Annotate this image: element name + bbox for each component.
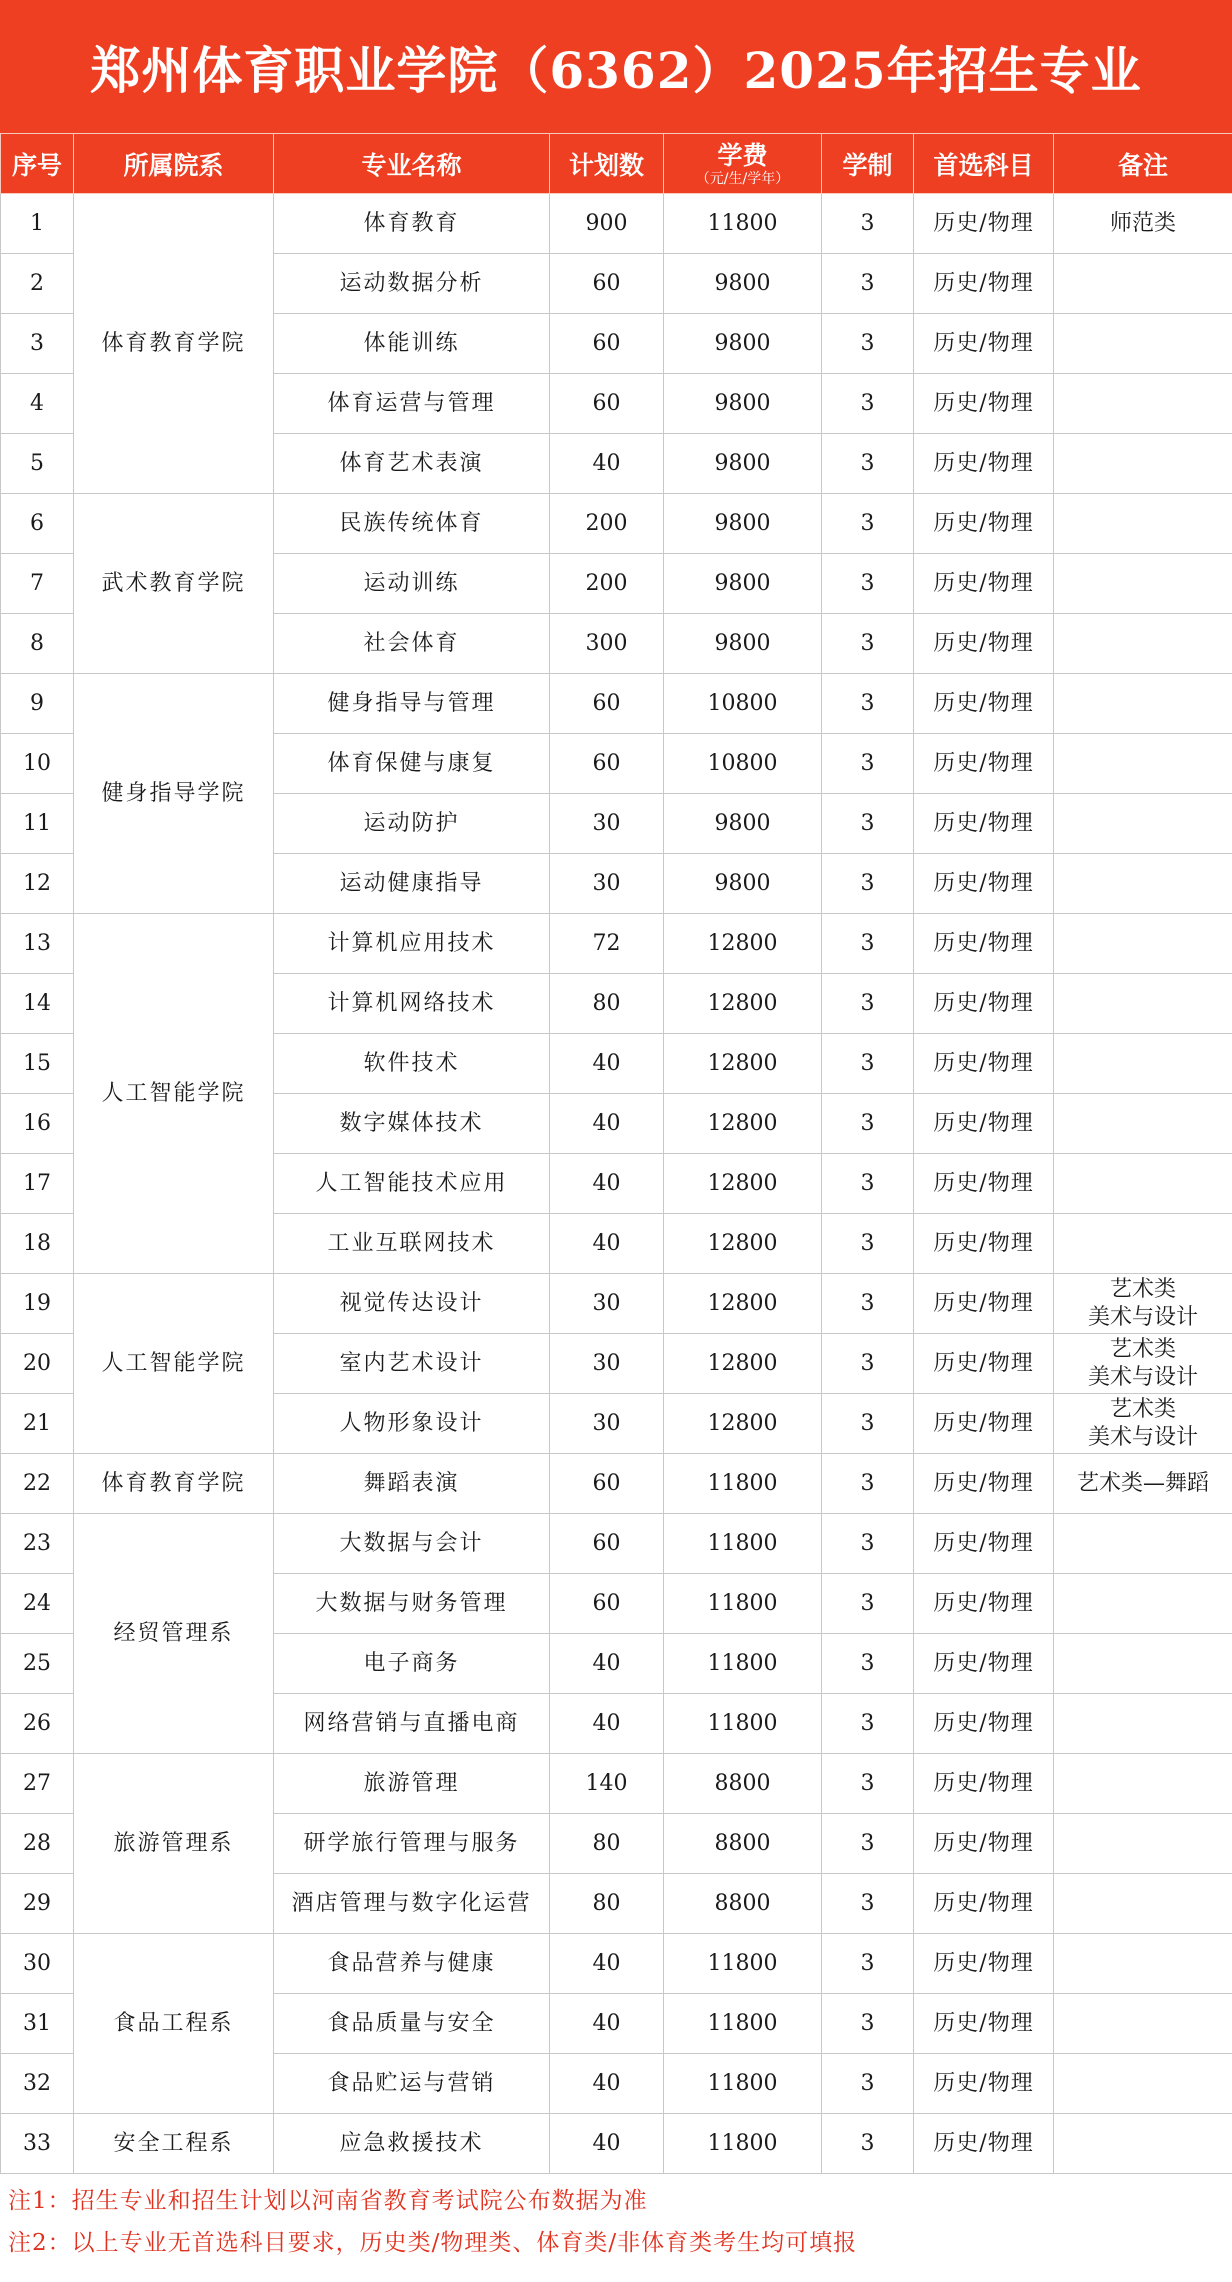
cell-major: 体育艺术表演 (274, 434, 550, 494)
cell-remark (1054, 1094, 1232, 1154)
cell-subject: 历史/物理 (914, 1694, 1054, 1754)
table-row (1, 2114, 1232, 2174)
cell-subject: 历史/物理 (914, 1094, 1054, 1154)
cell-seq: 7 (1, 554, 74, 614)
header-fee-unit: （元/生/学年） (695, 170, 790, 187)
cell-seq: 5 (1, 434, 74, 494)
cell-seq: 19 (1, 1274, 74, 1334)
cell-subject: 历史/物理 (914, 1394, 1054, 1454)
cell-seq: 14 (1, 974, 74, 1034)
cell-subject: 历史/物理 (914, 734, 1054, 794)
cell-fee: 11800 (664, 2054, 822, 2114)
table-row (1, 194, 1232, 254)
header-remark: 备注 (1054, 134, 1232, 194)
cell-plan: 40 (550, 1214, 664, 1274)
cell-plan: 60 (550, 734, 664, 794)
cell-fee: 12800 (664, 914, 822, 974)
header-dept: 所属院系 (74, 134, 274, 194)
cell-major: 大数据与财务管理 (274, 1574, 550, 1634)
cell-seq: 24 (1, 1574, 74, 1634)
cell-fee: 11800 (664, 1934, 822, 1994)
cell-years: 3 (822, 1154, 914, 1214)
cell-seq: 23 (1, 1514, 74, 1574)
cell-seq: 18 (1, 1214, 74, 1274)
cell-seq: 29 (1, 1874, 74, 1934)
cell-seq: 22 (1, 1454, 74, 1514)
cell-major: 大数据与会计 (274, 1514, 550, 1574)
cell-major: 视觉传达设计 (274, 1274, 550, 1334)
cell-major: 健身指导与管理 (274, 674, 550, 734)
cell-subject: 历史/物理 (914, 974, 1054, 1034)
cell-dept: 经贸管理系 (74, 1514, 274, 1754)
cell-seq: 13 (1, 914, 74, 974)
cell-years: 3 (822, 1814, 914, 1874)
cell-plan: 60 (550, 314, 664, 374)
cell-plan: 900 (550, 194, 664, 254)
cell-years: 3 (822, 1754, 914, 1814)
cell-years: 3 (822, 854, 914, 914)
cell-fee: 11800 (664, 1574, 822, 1634)
cell-major: 酒店管理与数字化运营 (274, 1874, 550, 1934)
cell-seq: 30 (1, 1934, 74, 1994)
cell-subject: 历史/物理 (914, 854, 1054, 914)
cell-plan: 300 (550, 614, 664, 674)
cell-major: 体育教育 (274, 194, 550, 254)
cell-seq: 4 (1, 374, 74, 434)
cell-seq: 17 (1, 1154, 74, 1214)
cell-subject: 历史/物理 (914, 914, 1054, 974)
table-row (1, 1754, 1232, 1814)
cell-plan: 30 (550, 854, 664, 914)
cell-fee: 12800 (664, 1394, 822, 1454)
cell-fee: 9800 (664, 554, 822, 614)
cell-plan: 40 (550, 1094, 664, 1154)
cell-remark (1054, 494, 1232, 554)
cell-plan: 40 (550, 1154, 664, 1214)
cell-fee: 11800 (664, 1454, 822, 1514)
cell-subject: 历史/物理 (914, 1874, 1054, 1934)
cell-years: 3 (822, 674, 914, 734)
cell-fee: 8800 (664, 1874, 822, 1934)
cell-remark (1054, 854, 1232, 914)
cell-major: 工业互联网技术 (274, 1214, 550, 1274)
cell-fee: 9800 (664, 614, 822, 674)
cell-seq: 15 (1, 1034, 74, 1094)
cell-remark (1054, 794, 1232, 854)
cell-major: 研学旅行管理与服务 (274, 1814, 550, 1874)
header-fee-label: 学费 (717, 140, 768, 170)
cell-plan: 30 (550, 794, 664, 854)
cell-years: 3 (822, 1214, 914, 1274)
cell-dept: 人工智能学院 (74, 914, 274, 1274)
cell-years: 3 (822, 374, 914, 434)
cell-seq: 10 (1, 734, 74, 794)
cell-major: 计算机网络技术 (274, 974, 550, 1034)
cell-subject: 历史/物理 (914, 1634, 1054, 1694)
cell-years: 3 (822, 1694, 914, 1754)
header-plan: 计划数 (550, 134, 664, 194)
cell-remark (1054, 374, 1232, 434)
cell-remark (1054, 974, 1232, 1034)
cell-dept: 体育教育学院 (74, 1454, 274, 1514)
cell-major: 食品质量与安全 (274, 1994, 550, 2054)
cell-years: 3 (822, 554, 914, 614)
cell-subject: 历史/物理 (914, 1034, 1054, 1094)
cell-seq: 1 (1, 194, 74, 254)
header-subject: 首选科目 (914, 134, 1054, 194)
cell-major: 计算机应用技术 (274, 914, 550, 974)
cell-major: 民族传统体育 (274, 494, 550, 554)
cell-subject: 历史/物理 (914, 614, 1054, 674)
cell-remark (1054, 674, 1232, 734)
cell-fee: 11800 (664, 194, 822, 254)
page-title: 郑州体育职业学院（6362）2025年招生专业 (90, 40, 1142, 100)
cell-subject: 历史/物理 (914, 1274, 1054, 1334)
cell-seq: 12 (1, 854, 74, 914)
cell-years: 3 (822, 1994, 914, 2054)
cell-major: 数字媒体技术 (274, 1094, 550, 1154)
cell-major: 体能训练 (274, 314, 550, 374)
cell-years: 3 (822, 914, 914, 974)
cell-dept: 安全工程系 (74, 2114, 274, 2174)
cell-major: 电子商务 (274, 1634, 550, 1694)
cell-seq: 6 (1, 494, 74, 554)
header-major: 专业名称 (274, 134, 550, 194)
cell-years: 3 (822, 1574, 914, 1634)
cell-subject: 历史/物理 (914, 554, 1054, 614)
cell-subject: 历史/物理 (914, 1574, 1054, 1634)
cell-remark: 艺术类—舞蹈 (1054, 1454, 1232, 1514)
cell-years: 3 (822, 254, 914, 314)
cell-plan: 60 (550, 374, 664, 434)
cell-remark (1054, 1154, 1232, 1214)
cell-plan: 140 (550, 1754, 664, 1814)
cell-plan: 80 (550, 1874, 664, 1934)
table-row (1, 1514, 1232, 1574)
table-row (1, 914, 1232, 974)
footnote-1: 注1：招生专业和招生计划以河南省教育考试院公布数据为准 (8, 2188, 648, 2214)
cell-seq: 27 (1, 1754, 74, 1814)
cell-years: 3 (822, 2114, 914, 2174)
cell-seq: 9 (1, 674, 74, 734)
table-row (1, 1934, 1232, 1994)
cell-plan: 200 (550, 494, 664, 554)
cell-seq: 16 (1, 1094, 74, 1154)
cell-remark (1054, 1814, 1232, 1874)
cell-years: 3 (822, 2054, 914, 2114)
cell-fee: 12800 (664, 1094, 822, 1154)
cell-years: 3 (822, 434, 914, 494)
title-banner (0, 0, 1232, 133)
cell-plan: 72 (550, 914, 664, 974)
cell-remark (1054, 1514, 1232, 1574)
cell-plan: 60 (550, 674, 664, 734)
cell-plan: 40 (550, 2054, 664, 2114)
cell-subject: 历史/物理 (914, 314, 1054, 374)
footnote-2: 注2：以上专业无首选科目要求，历史类/物理类、体育类/非体育类考生均可填报 (8, 2230, 858, 2256)
cell-fee: 12800 (664, 1154, 822, 1214)
cell-remark (1054, 1214, 1232, 1274)
cell-plan: 30 (550, 1274, 664, 1334)
cell-dept: 旅游管理系 (74, 1754, 274, 1934)
cell-remark (1054, 1754, 1232, 1814)
cell-fee: 11800 (664, 2114, 822, 2174)
cell-fee: 12800 (664, 1334, 822, 1394)
cell-plan: 30 (550, 1334, 664, 1394)
cell-seq: 3 (1, 314, 74, 374)
cell-subject: 历史/物理 (914, 1994, 1054, 2054)
cell-dept: 健身指导学院 (74, 674, 274, 914)
cell-major: 食品营养与健康 (274, 1934, 550, 1994)
cell-fee: 9800 (664, 854, 822, 914)
cell-plan: 60 (550, 1514, 664, 1574)
cell-seq: 33 (1, 2114, 74, 2174)
cell-years: 3 (822, 794, 914, 854)
cell-subject: 历史/物理 (914, 434, 1054, 494)
cell-remark (1054, 1934, 1232, 1994)
table-body (1, 194, 1232, 2174)
header-row (1, 134, 1232, 194)
cell-dept: 武术教育学院 (74, 494, 274, 674)
cell-major: 体育保健与康复 (274, 734, 550, 794)
cell-years: 3 (822, 314, 914, 374)
cell-years: 3 (822, 974, 914, 1034)
table-row (1, 1454, 1232, 1514)
cell-subject: 历史/物理 (914, 254, 1054, 314)
cell-seq: 2 (1, 254, 74, 314)
cell-plan: 60 (550, 1574, 664, 1634)
header-fee (664, 134, 822, 194)
cell-fee: 11800 (664, 1514, 822, 1574)
cell-fee: 12800 (664, 1274, 822, 1334)
cell-seq: 11 (1, 794, 74, 854)
cell-years: 3 (822, 1094, 914, 1154)
cell-remark (1054, 1874, 1232, 1934)
cell-dept: 人工智能学院 (74, 1274, 274, 1454)
cell-fee: 11800 (664, 1994, 822, 2054)
cell-plan: 60 (550, 254, 664, 314)
cell-remark (1054, 1694, 1232, 1754)
cell-remark: 艺术类 美术与设计 (1054, 1394, 1232, 1454)
cell-plan: 40 (550, 1934, 664, 1994)
cell-subject: 历史/物理 (914, 2054, 1054, 2114)
cell-major: 运动健康指导 (274, 854, 550, 914)
cell-major: 旅游管理 (274, 1754, 550, 1814)
cell-subject: 历史/物理 (914, 1334, 1054, 1394)
cell-subject: 历史/物理 (914, 374, 1054, 434)
cell-subject: 历史/物理 (914, 194, 1054, 254)
cell-major: 室内艺术设计 (274, 1334, 550, 1394)
cell-years: 3 (822, 1334, 914, 1394)
cell-plan: 40 (550, 1634, 664, 1694)
cell-fee: 10800 (664, 734, 822, 794)
cell-major: 人物形象设计 (274, 1394, 550, 1454)
cell-plan: 80 (550, 974, 664, 1034)
cell-fee: 9800 (664, 434, 822, 494)
cell-subject: 历史/物理 (914, 1934, 1054, 1994)
cell-major: 体育运营与管理 (274, 374, 550, 434)
cell-fee: 9800 (664, 254, 822, 314)
cell-major: 食品贮运与营销 (274, 2054, 550, 2114)
cell-seq: 26 (1, 1694, 74, 1754)
cell-plan: 40 (550, 1994, 664, 2054)
cell-subject: 历史/物理 (914, 1814, 1054, 1874)
cell-fee: 11800 (664, 1694, 822, 1754)
cell-plan: 200 (550, 554, 664, 614)
table-row (1, 674, 1232, 734)
cell-major: 运动防护 (274, 794, 550, 854)
cell-remark (1054, 1634, 1232, 1694)
cell-subject: 历史/物理 (914, 1754, 1054, 1814)
cell-remark (1054, 1574, 1232, 1634)
cell-remark (1054, 734, 1232, 794)
cell-remark (1054, 1034, 1232, 1094)
cell-plan: 30 (550, 1394, 664, 1454)
cell-fee: 9800 (664, 794, 822, 854)
cell-remark (1054, 2114, 1232, 2174)
cell-fee: 8800 (664, 1814, 822, 1874)
footnotes (8, 2180, 1228, 2264)
cell-plan: 40 (550, 1034, 664, 1094)
cell-years: 3 (822, 494, 914, 554)
cell-fee: 9800 (664, 494, 822, 554)
cell-remark: 艺术类 美术与设计 (1054, 1274, 1232, 1334)
cell-fee: 11800 (664, 1634, 822, 1694)
cell-plan: 40 (550, 2114, 664, 2174)
cell-major: 网络营销与直播电商 (274, 1694, 550, 1754)
cell-subject: 历史/物理 (914, 2114, 1054, 2174)
cell-major: 人工智能技术应用 (274, 1154, 550, 1214)
cell-subject: 历史/物理 (914, 794, 1054, 854)
cell-fee: 12800 (664, 974, 822, 1034)
cell-years: 3 (822, 734, 914, 794)
cell-subject: 历史/物理 (914, 1454, 1054, 1514)
cell-seq: 21 (1, 1394, 74, 1454)
cell-remark (1054, 1994, 1232, 2054)
cell-major: 运动数据分析 (274, 254, 550, 314)
cell-fee: 12800 (664, 1034, 822, 1094)
cell-years: 3 (822, 1274, 914, 1334)
cell-dept: 体育教育学院 (74, 194, 274, 494)
cell-subject: 历史/物理 (914, 674, 1054, 734)
cell-remark (1054, 2054, 1232, 2114)
cell-years: 3 (822, 1514, 914, 1574)
cell-years: 3 (822, 614, 914, 674)
table-header (1, 134, 1232, 194)
header-seq: 序号 (1, 134, 74, 194)
cell-major: 运动训练 (274, 554, 550, 614)
cell-fee: 8800 (664, 1754, 822, 1814)
cell-remark: 艺术类 美术与设计 (1054, 1334, 1232, 1394)
cell-remark (1054, 614, 1232, 674)
cell-years: 3 (822, 1454, 914, 1514)
cell-remark (1054, 554, 1232, 614)
cell-plan: 40 (550, 1694, 664, 1754)
cell-plan: 40 (550, 434, 664, 494)
cell-years: 3 (822, 1934, 914, 1994)
cell-subject: 历史/物理 (914, 1514, 1054, 1574)
cell-major: 舞蹈表演 (274, 1454, 550, 1514)
cell-major: 社会体育 (274, 614, 550, 674)
header-years: 学制 (822, 134, 914, 194)
table-row (1, 494, 1232, 554)
cell-remark (1054, 914, 1232, 974)
cell-dept: 食品工程系 (74, 1934, 274, 2114)
cell-remark (1054, 314, 1232, 374)
enrollment-table (0, 133, 1232, 2174)
cell-remark: 师范类 (1054, 194, 1232, 254)
cell-fee: 12800 (664, 1214, 822, 1274)
cell-years: 3 (822, 194, 914, 254)
cell-remark (1054, 434, 1232, 494)
cell-seq: 32 (1, 2054, 74, 2114)
cell-plan: 80 (550, 1814, 664, 1874)
cell-major: 软件技术 (274, 1034, 550, 1094)
cell-years: 3 (822, 1394, 914, 1454)
cell-subject: 历史/物理 (914, 1154, 1054, 1214)
cell-fee: 9800 (664, 374, 822, 434)
table-row (1, 1274, 1232, 1334)
cell-years: 3 (822, 1874, 914, 1934)
cell-remark (1054, 254, 1232, 314)
cell-plan: 60 (550, 1454, 664, 1514)
cell-years: 3 (822, 1634, 914, 1694)
cell-seq: 31 (1, 1994, 74, 2054)
cell-subject: 历史/物理 (914, 1214, 1054, 1274)
cell-fee: 9800 (664, 314, 822, 374)
cell-seq: 8 (1, 614, 74, 674)
cell-fee: 10800 (664, 674, 822, 734)
cell-seq: 28 (1, 1814, 74, 1874)
cell-subject: 历史/物理 (914, 494, 1054, 554)
cell-seq: 20 (1, 1334, 74, 1394)
cell-seq: 25 (1, 1634, 74, 1694)
cell-years: 3 (822, 1034, 914, 1094)
cell-major: 应急救援技术 (274, 2114, 550, 2174)
